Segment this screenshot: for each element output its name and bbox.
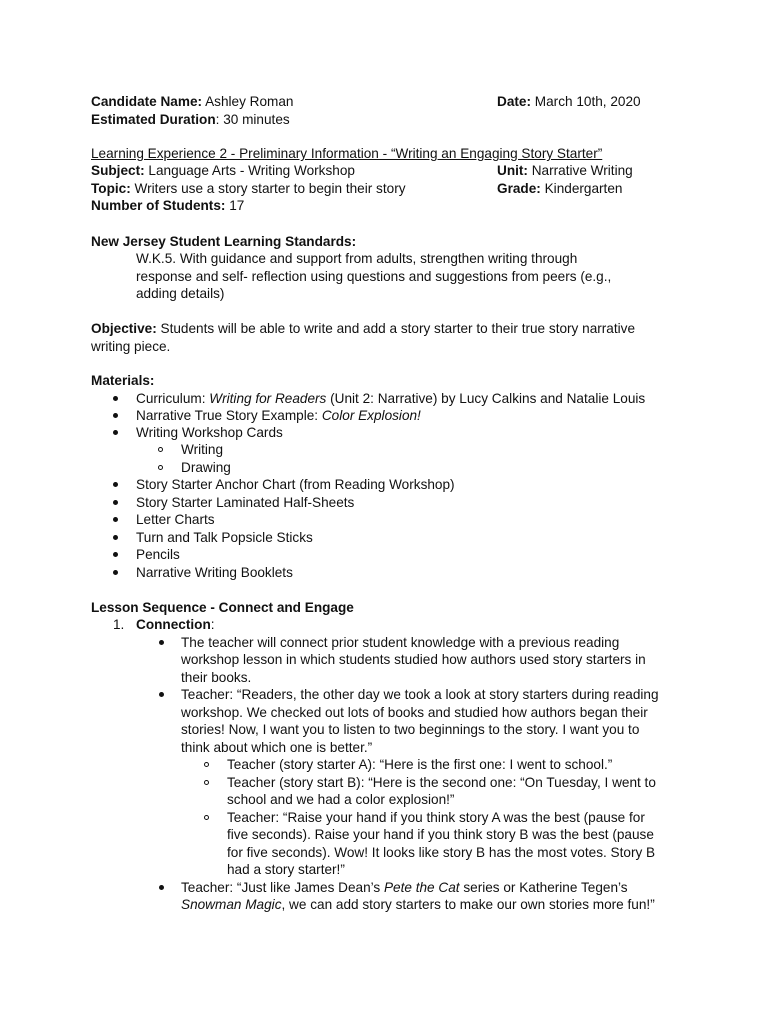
connection-colon: :	[210, 617, 215, 632]
material-item-text: Curriculum:	[136, 391, 210, 406]
sub-bullet-icon	[204, 762, 209, 767]
objective-label: Objective:	[91, 321, 157, 336]
lesson-text: series or Katherine Tegen’s	[459, 880, 628, 895]
lesson-bullet-line: stories! Now, I want you to listen to two beginnings to the story. I want you to	[181, 722, 640, 737]
standards-heading-text: New Jersey Student Learning Standards:	[91, 234, 357, 249]
lesson-subbullet-line: Teacher (story starter A): “Here is the first one: I went to school.”	[227, 757, 613, 772]
bullet-icon	[159, 885, 164, 890]
sub-bullet-icon	[204, 815, 209, 820]
topic-value: Writers use a story starter to begin their story	[134, 181, 406, 196]
subject-value: Language Arts - Writing Workshop	[148, 163, 355, 178]
standards-line: adding details)	[136, 286, 225, 301]
bullet-icon	[113, 517, 118, 522]
standards-line: response and self- reflection using questions and suggestions from peers (e.g.,	[136, 269, 612, 284]
book-title: Pete the Cat	[383, 880, 460, 895]
story-example-title: Color Explosion!	[321, 408, 421, 423]
learning-experience-title: Learning Experience 2 - Preliminary Information - “Writing an Engaging Story Starter”	[91, 146, 603, 161]
unit-line	[497, 162, 633, 179]
material-subitem: Writing	[181, 442, 224, 457]
bullet-icon	[113, 500, 118, 505]
material-item: Letter Charts	[136, 512, 215, 527]
lesson-heading-text: Lesson Sequence - Connect and Engage	[91, 600, 354, 615]
objective-text: Students will be able to write and add a story starter to their true story narrative	[160, 321, 636, 336]
lesson-bullet-line: workshop. We checked out lots of books and studied how authors began their	[181, 705, 648, 720]
lesson-bullet-line	[181, 896, 655, 913]
curriculum-title: Writing for Readers	[209, 391, 327, 406]
candidate-name-line	[91, 93, 293, 110]
lesson-bullet-line: Teacher: “Readers, the other day we took a look at story starters during reading	[181, 687, 659, 702]
bullet-icon	[113, 552, 118, 557]
lesson-heading	[91, 599, 354, 616]
objective-line-2: writing piece.	[91, 339, 171, 354]
grade-label: Grade:	[497, 181, 541, 196]
bullet-icon	[159, 640, 164, 645]
lesson-subbullet-line: for five seconds). Wow! It looks like story B has the most votes. Story B	[227, 845, 656, 860]
lesson-bullet-line: The teacher will connect prior student knowledge with a previous reading	[181, 635, 620, 650]
material-item: Story Starter Anchor Chart (from Reading Workshop)	[136, 477, 455, 492]
bullet-icon	[113, 430, 118, 435]
material-item-text: Narrative True Story Example:	[136, 408, 322, 423]
book-title: Snowman Magic	[181, 897, 282, 912]
material-item	[136, 407, 421, 424]
duration-line	[91, 111, 290, 128]
connection-label: Connection	[136, 617, 211, 632]
subject-label: Subject:	[91, 163, 145, 178]
material-item: Turn and Talk Popsicle Sticks	[136, 530, 313, 545]
students-label: Number of Students:	[91, 198, 226, 213]
bullet-icon	[113, 570, 118, 575]
standards-heading	[91, 233, 356, 250]
materials-heading	[91, 372, 154, 389]
lesson-text: , we can add story starters to make our own stories more fun!”	[281, 897, 655, 912]
lesson-subbullet-line: Teacher (story start B): “Here is the second one: “On Tuesday, I went to	[227, 775, 656, 790]
duration-value: : 30 minutes	[215, 112, 290, 127]
material-item: Writing Workshop Cards	[136, 425, 283, 440]
unit-label: Unit:	[497, 163, 528, 178]
sub-bullet-icon	[158, 447, 163, 452]
date-value: March 10th, 2020	[534, 94, 641, 109]
grade-line	[497, 180, 622, 197]
bullet-icon	[113, 413, 118, 418]
bullet-icon	[113, 482, 118, 487]
lesson-subbullet-line: school and we had a color explosion!”	[227, 792, 455, 807]
connection-line	[136, 616, 215, 633]
unit-value: Narrative Writing	[531, 163, 633, 178]
material-item-text: (Unit 2: Narrative) by Lucy Calkins and Natalie Louis	[326, 391, 646, 406]
objective-line	[91, 320, 635, 337]
topic-line	[91, 180, 406, 197]
standards-line: W.K.5. With guidance and support from adults, strengthen writing through	[136, 251, 578, 266]
lesson-bullet-line: workshop lesson in which students studied how authors used story starters in	[181, 652, 646, 667]
date-label: Date:	[497, 94, 531, 109]
material-subitem: Drawing	[181, 460, 231, 475]
lesson-bullet-line: their books.	[181, 670, 252, 685]
sub-bullet-icon	[204, 780, 209, 785]
material-item: Pencils	[136, 547, 180, 562]
subject-line	[91, 162, 355, 179]
students-value: 17	[229, 198, 245, 213]
lesson-bullet-line	[181, 879, 628, 896]
lesson-subbullet-line: five seconds). Raise your hand if you think story B was the best (pause	[227, 827, 654, 842]
bullet-icon	[159, 692, 164, 697]
bullet-icon	[113, 396, 118, 401]
sub-bullet-icon	[158, 465, 163, 470]
lesson-subbullet-line: had a story starter!”	[227, 862, 345, 877]
material-item	[136, 390, 645, 407]
candidate-name-value: Ashley Roman	[205, 94, 294, 109]
bullet-icon	[113, 535, 118, 540]
lesson-text: Teacher: “Just like James Dean’s	[181, 880, 384, 895]
candidate-name-label: Candidate Name:	[91, 94, 203, 109]
material-item: Story Starter Laminated Half-Sheets	[136, 495, 355, 510]
topic-label: Topic:	[91, 181, 131, 196]
lesson-bullet-line: think about which one is better.”	[181, 740, 373, 755]
step-number: 1.	[113, 617, 125, 632]
materials-heading-text: Materials:	[91, 373, 155, 388]
date-line	[497, 93, 641, 110]
material-item: Narrative Writing Booklets	[136, 565, 293, 580]
lesson-subbullet-line: Teacher: “Raise your hand if you think story A was the best (pause for	[227, 810, 645, 825]
grade-value: Kindergarten	[544, 181, 623, 196]
duration-label: Estimated Duration	[91, 112, 216, 127]
students-line	[91, 197, 244, 214]
